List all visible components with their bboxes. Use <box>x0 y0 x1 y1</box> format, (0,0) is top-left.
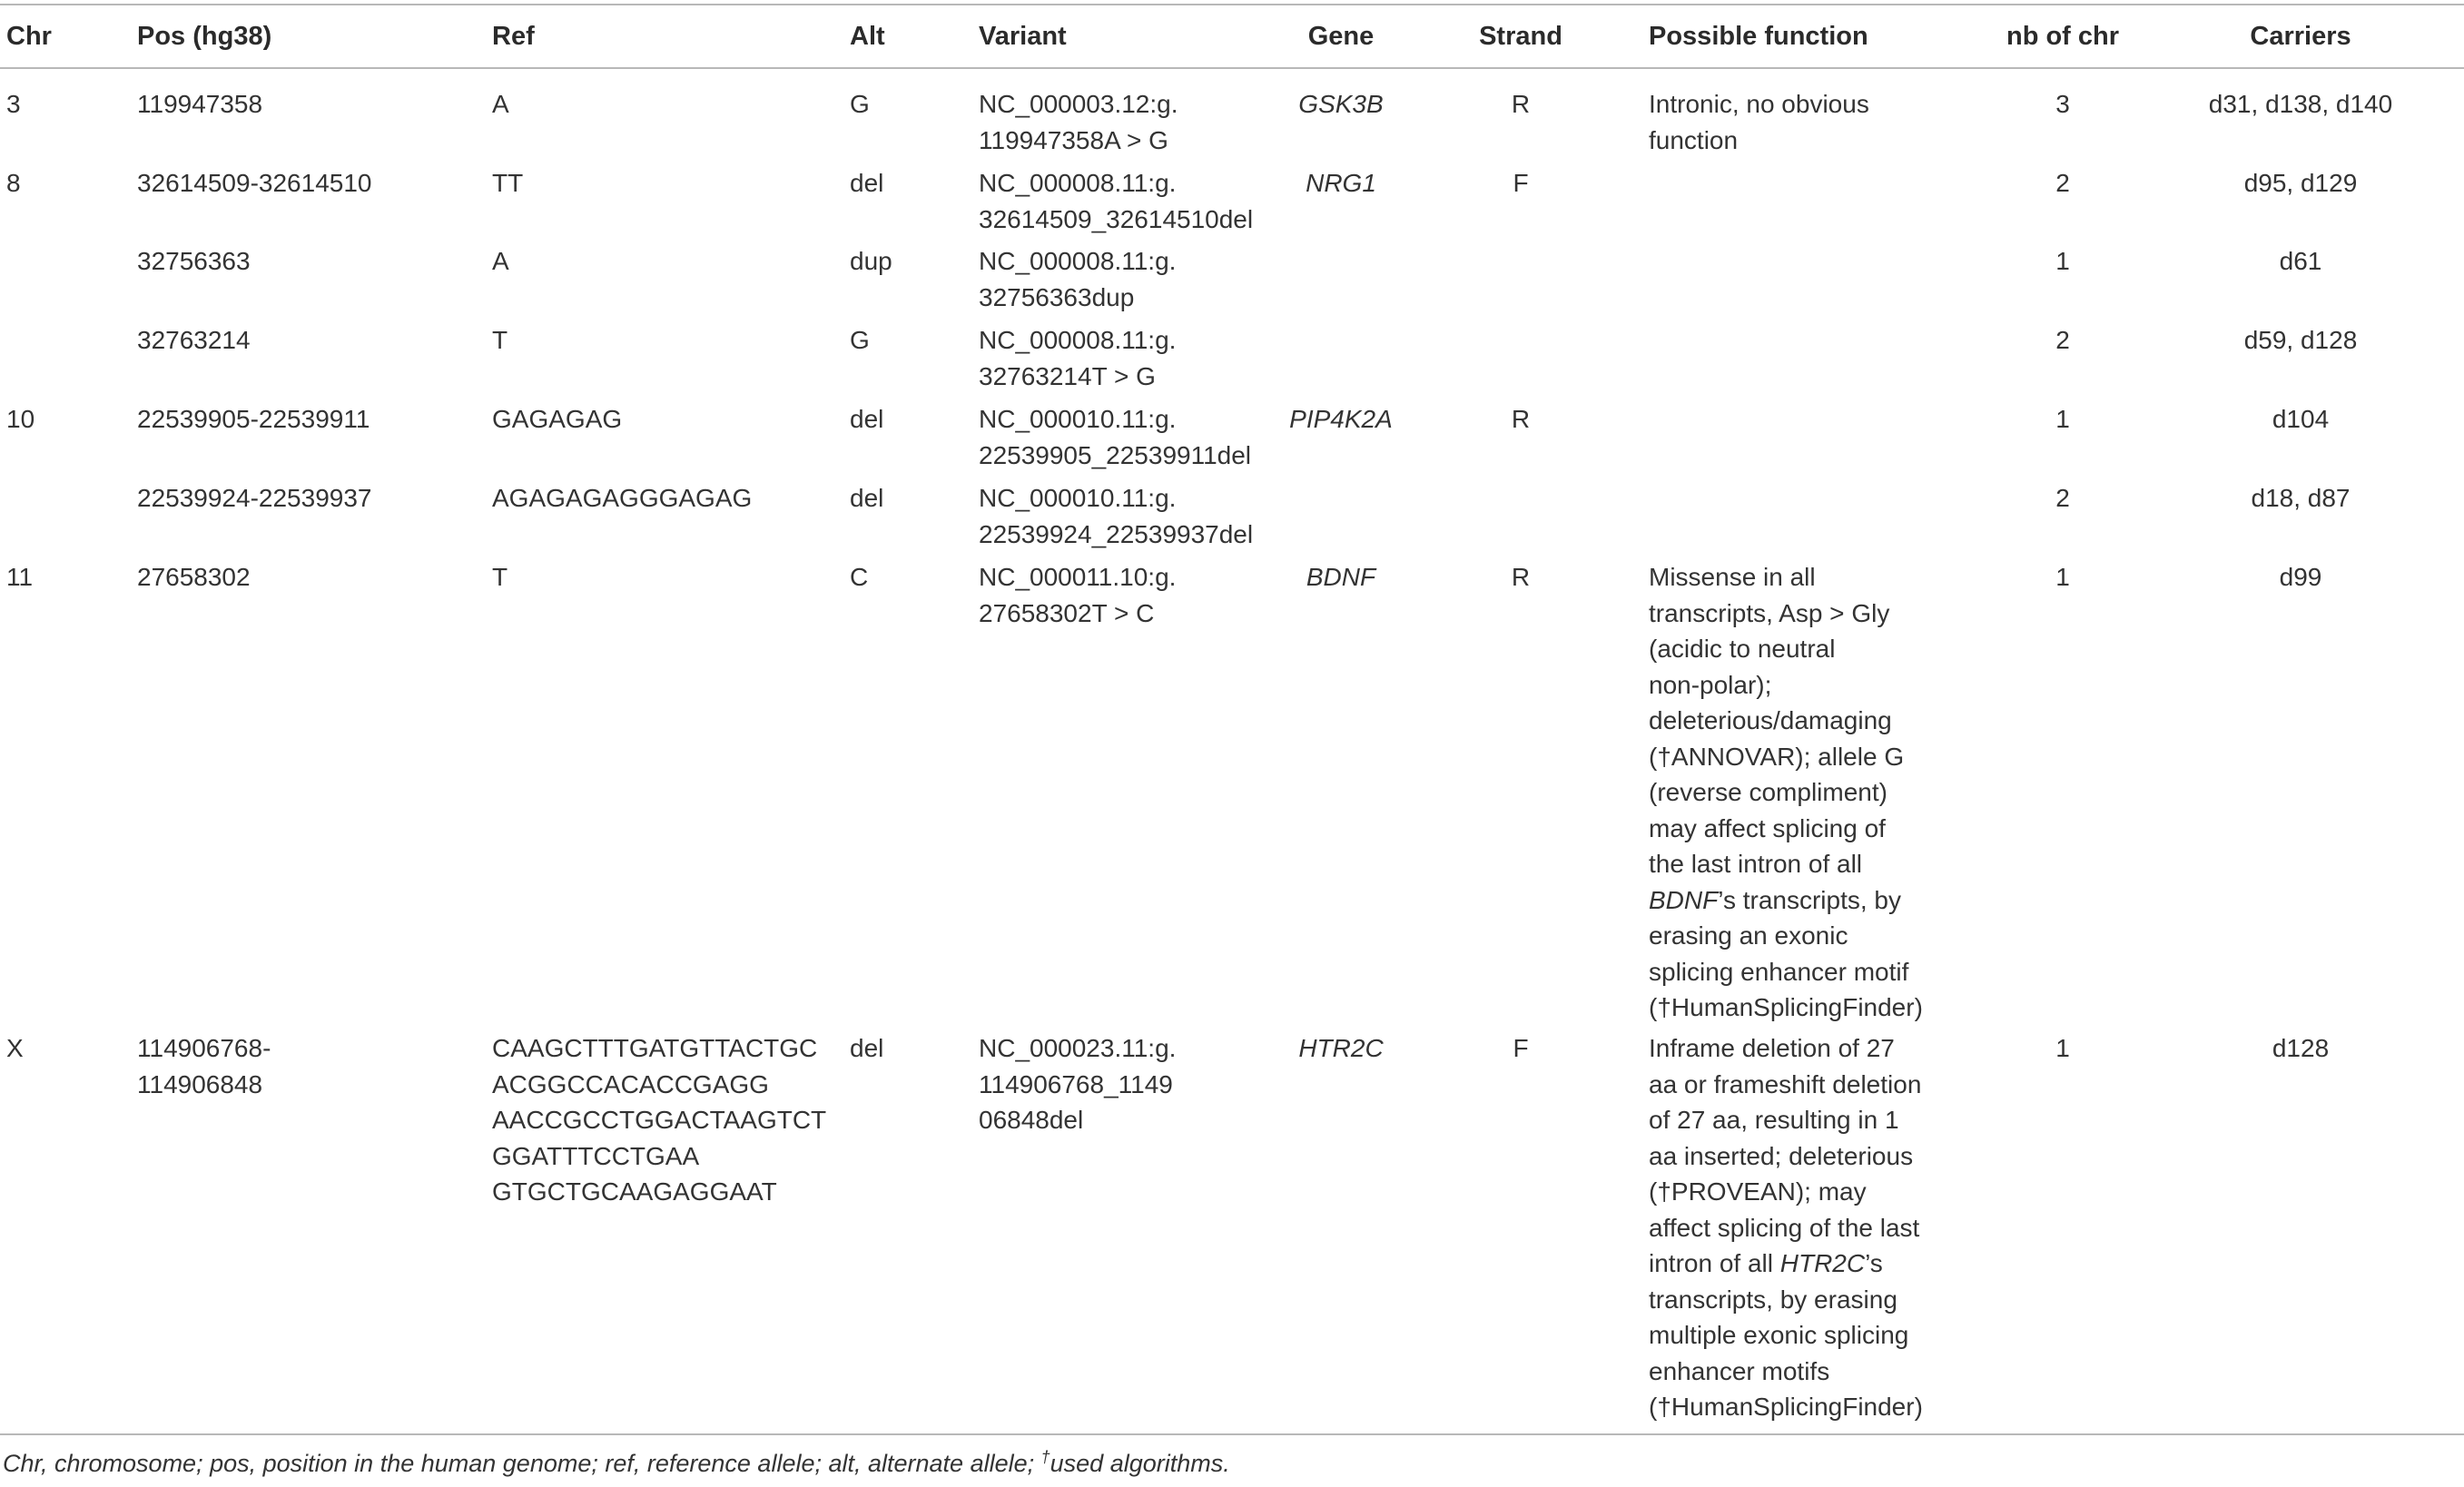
cell-nb: 1 <box>2055 1034 2070 1062</box>
cell-gene: HTR2C <box>1298 1034 1384 1062</box>
cell-carriers: d104 <box>2272 405 2330 433</box>
function-line: (acidic to neutral <box>1649 635 1836 663</box>
cell-ref <box>492 401 622 438</box>
cell-variant <box>979 401 1251 473</box>
variant-line: 22539905_22539911del <box>979 440 1252 469</box>
function-line: deleterious/damaging <box>1649 706 1892 734</box>
cell-pos <box>137 401 370 438</box>
function-line: (reverse compliment) <box>1649 778 1887 806</box>
cell-alt: del <box>850 405 884 433</box>
cell-ref <box>492 165 523 202</box>
cell-pos <box>137 165 371 202</box>
cell-chr: 8 <box>6 169 21 197</box>
function-line: (†HumanSplicingFinder) <box>1649 1393 1923 1421</box>
pos-line: 22539905-22539911 <box>137 405 370 433</box>
variant-line: NC_000008.11:g. <box>979 247 1177 275</box>
variant-line: NC_000011.10:g. <box>979 563 1177 591</box>
cell-strand: F <box>1513 1034 1529 1062</box>
cell-variant <box>979 480 1253 552</box>
function-line: may affect splicing of <box>1649 813 1886 842</box>
variant-line: NC_000010.11:g. <box>979 484 1177 512</box>
cell-gene: GSK3B <box>1298 90 1384 118</box>
cell-ref <box>492 480 752 517</box>
header-pos: Pos (hg38) <box>137 22 272 51</box>
cell-pos <box>137 86 262 123</box>
cell-nb: 1 <box>2055 563 2070 591</box>
cell-nb: 2 <box>2055 169 2070 197</box>
ref-line: GTGCTGCAAGAGGAAT <box>492 1177 777 1206</box>
function-line: Inframe deletion of 27 <box>1649 1034 1895 1062</box>
table-header-rule <box>0 67 2464 69</box>
function-line: non-polar); <box>1649 670 1772 699</box>
variant-line: NC_000003.12:g. <box>979 90 1178 118</box>
cell-gene: BDNF <box>1306 563 1376 591</box>
footnote-tail: used algorithms. <box>1050 1450 1230 1477</box>
header-chr: Chr <box>6 22 52 51</box>
function-line: enhancer motifs <box>1649 1356 1830 1385</box>
cell-pos <box>137 480 371 517</box>
function-line: aa inserted; deleterious <box>1649 1141 1914 1170</box>
pos-line: 32614509-32614510 <box>137 169 372 197</box>
cell-function <box>1649 86 1869 158</box>
cell-variant <box>979 86 1178 158</box>
pos-line: 114906768- <box>137 1034 271 1062</box>
cell-pos <box>137 559 251 596</box>
cell-carriers: d18, d87 <box>2251 484 2351 512</box>
cell-function <box>1649 559 1923 1026</box>
variant-line: NC_000008.11:g. <box>979 326 1177 354</box>
ref-line: TT <box>492 169 524 197</box>
function-line: transcripts, by erasing <box>1649 1285 1897 1314</box>
cell-variant <box>979 243 1176 315</box>
function-line: function <box>1649 125 1739 154</box>
header-ref: Ref <box>492 22 535 51</box>
cell-carriers: d61 <box>2279 247 2322 275</box>
cell-variant <box>979 1030 1176 1138</box>
function-line: (†ANNOVAR); allele G <box>1649 742 1905 771</box>
cell-nb: 2 <box>2055 484 2070 512</box>
pos-line: 22539924-22539937 <box>137 484 372 512</box>
cell-carriers: d59, d128 <box>2243 326 2358 354</box>
cell-carriers: d31, d138, d140 <box>2208 90 2393 118</box>
cell-function <box>1649 1030 1923 1425</box>
function-line: (†PROVEAN); may <box>1649 1177 1867 1206</box>
function-line: multiple exonic splicing <box>1649 1321 1909 1349</box>
pos-line: 27658302 <box>137 563 251 591</box>
pos-line: 119947358 <box>137 90 263 118</box>
cell-nb: 1 <box>2055 247 2070 275</box>
pos-line: 32756363 <box>137 247 251 275</box>
ref-line: GGATTTCCTGAA <box>492 1141 700 1170</box>
header-carriers: Carriers <box>2250 22 2351 51</box>
cell-ref <box>492 559 508 596</box>
cell-carriers: d95, d129 <box>2243 169 2358 197</box>
cell-alt: del <box>850 1034 884 1062</box>
cell-alt: C <box>850 563 869 591</box>
ref-line: T <box>492 326 508 354</box>
variant-line: NC_000023.11:g. <box>979 1034 1177 1062</box>
cell-variant <box>979 165 1253 237</box>
variant-line: 06848del <box>979 1106 1084 1134</box>
function-line: Missense in all <box>1649 563 1816 591</box>
cell-chr: 11 <box>6 563 34 591</box>
cell-carriers: d128 <box>2272 1034 2330 1062</box>
header-strand: Strand <box>1479 22 1562 51</box>
header-possible-function: Possible function <box>1649 22 1868 51</box>
cell-alt: del <box>850 169 884 197</box>
cell-chr: 3 <box>6 90 21 118</box>
variant-line: 27658302T > C <box>979 598 1155 627</box>
cell-alt: del <box>850 484 884 512</box>
variant-line: 114906768_1149 <box>979 1069 1173 1098</box>
header-alt: Alt <box>850 22 885 51</box>
cell-pos <box>137 243 251 280</box>
table-top-rule <box>0 4 2464 5</box>
table-bottom-rule <box>0 1433 2464 1435</box>
variant-line: 32763214T > G <box>979 361 1156 390</box>
ref-line: CAAGCTTTGATGTTACTGC <box>492 1034 818 1062</box>
function-line: (†HumanSplicingFinder) <box>1649 993 1923 1021</box>
function-line: affect splicing of the last <box>1649 1213 1920 1242</box>
cell-gene: NRG1 <box>1306 169 1376 197</box>
footnote-dagger: † <box>1040 1448 1050 1466</box>
cell-strand: R <box>1511 90 1531 118</box>
function-line: of 27 aa, resulting in 1 <box>1649 1106 1899 1134</box>
cell-nb: 2 <box>2055 326 2070 354</box>
header-variant: Variant <box>979 22 1067 51</box>
header-nb-of-chr: nb of chr <box>2006 22 2120 51</box>
ref-line: GAGAGAG <box>492 405 623 433</box>
ref-line: A <box>492 90 509 118</box>
cell-chr: X <box>6 1034 24 1062</box>
cell-variant <box>979 322 1176 394</box>
ref-line: T <box>492 563 508 591</box>
cell-strand: R <box>1511 563 1531 591</box>
cell-chr: 10 <box>6 405 35 433</box>
cell-ref <box>492 1030 826 1210</box>
ref-line: AACCGCCTGGACTAAGTCT <box>492 1106 827 1134</box>
function-line: erasing an exonic <box>1649 921 1848 950</box>
cell-ref <box>492 86 509 123</box>
variant-line: 32614509_32614510del <box>979 204 1254 233</box>
variant-line: NC_000010.11:g. <box>979 405 1177 433</box>
cell-variant <box>979 559 1176 631</box>
cell-gene: PIP4K2A <box>1289 405 1393 433</box>
cell-strand: F <box>1513 169 1529 197</box>
cell-ref <box>492 322 508 359</box>
function-line: aa or frameshift deletion <box>1649 1069 1922 1098</box>
variant-line: 32756363dup <box>979 282 1135 311</box>
cell-nb: 1 <box>2055 405 2070 433</box>
function-line: splicing enhancer motif <box>1649 957 1909 986</box>
ref-line: A <box>492 247 509 275</box>
cell-ref <box>492 243 509 280</box>
cell-carriers: d99 <box>2279 563 2322 591</box>
cell-pos <box>137 1030 271 1102</box>
function-line: BDNF’s transcripts, by <box>1649 885 1902 914</box>
variant-line: NC_000008.11:g. <box>979 169 1177 197</box>
table-footnote <box>3 1450 1230 1478</box>
cell-pos <box>137 322 251 359</box>
header-gene: Gene <box>1307 22 1375 51</box>
function-line: Intronic, no obvious <box>1649 90 1869 118</box>
cell-alt: G <box>850 90 870 118</box>
ref-line: ACGGCCACACCGAGG <box>492 1069 769 1098</box>
variant-line: 119947358A > G <box>979 125 1168 154</box>
ref-line: AGAGAGAGGGAGAG <box>492 484 753 512</box>
footnote-text: Chr, chromosome; pos, position in the human genome; ref, reference allele; alt, alternate allele; <box>3 1450 1041 1477</box>
cell-strand: R <box>1511 405 1531 433</box>
variant-line: 22539924_22539937del <box>979 519 1254 548</box>
function-line: transcripts, Asp > Gly <box>1649 598 1890 627</box>
pos-line: 114906848 <box>137 1069 263 1098</box>
cell-alt: G <box>850 326 870 354</box>
function-line: the last intron of all <box>1649 850 1863 878</box>
cell-alt: dup <box>850 247 892 275</box>
pos-line: 32763214 <box>137 326 251 354</box>
cell-nb: 3 <box>2055 90 2070 118</box>
function-line: intron of all HTR2C’s <box>1649 1249 1883 1277</box>
